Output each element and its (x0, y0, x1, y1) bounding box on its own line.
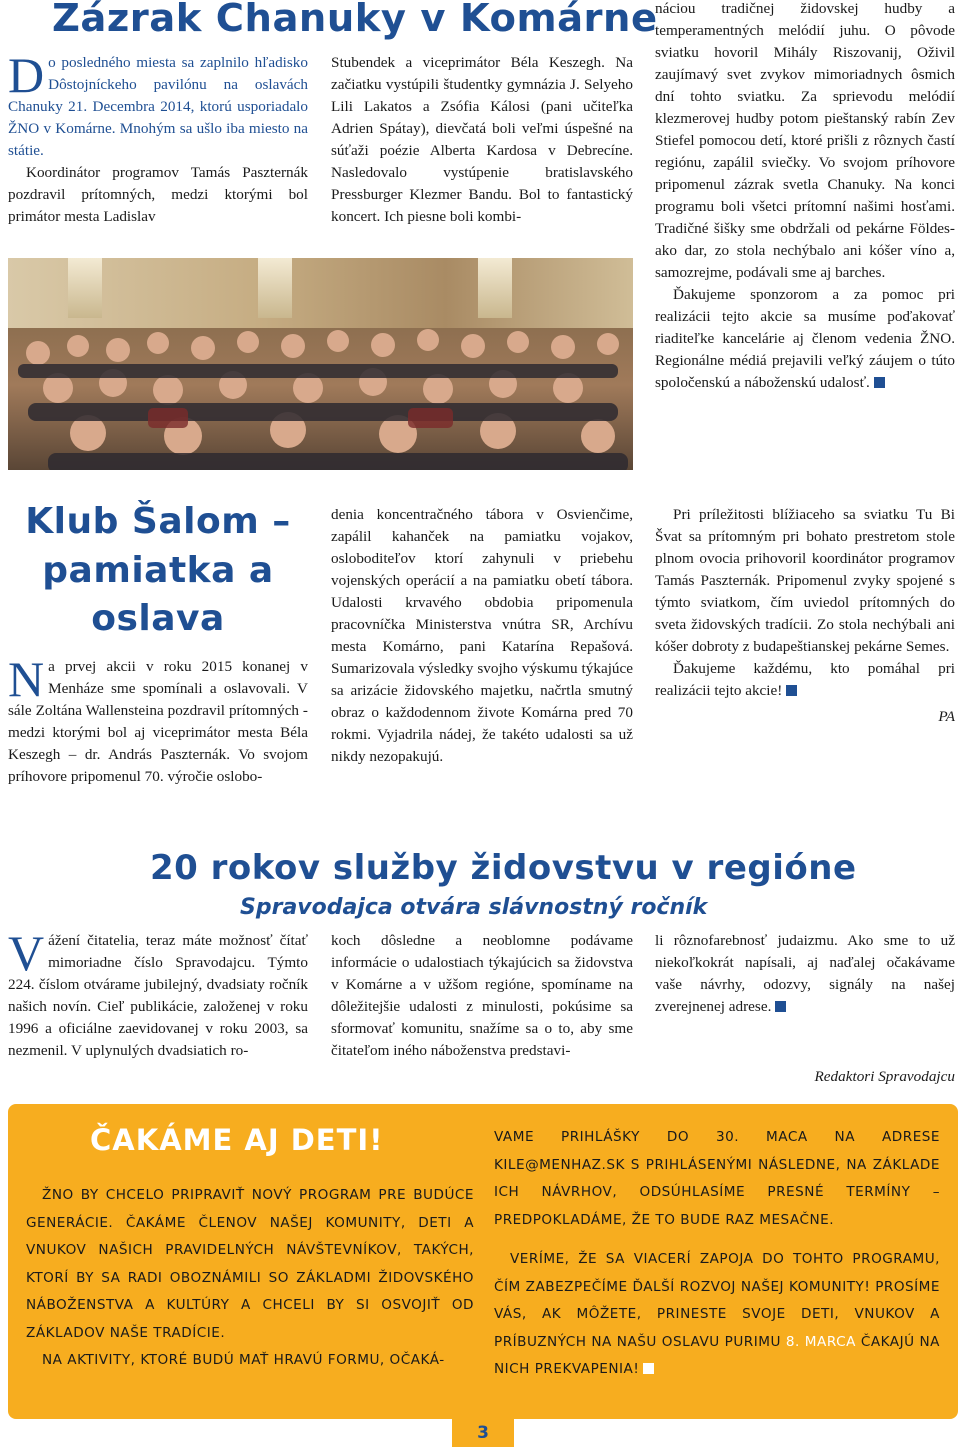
page-number: 3 (477, 1423, 489, 1443)
article2-title-line3: oslava (91, 598, 225, 639)
article2-col1 (8, 651, 308, 788)
article3-col2-text: koch dôsledne a neoblomne podávame informácie o udalostiach týkajúcich sa židovstva v Komárne a v užšom regióne, spomíname na dôležitejšie udalosti z minulosti, pokúsime sa sformovať komunitu, snažíme sa o to, aby sme čitateľom iného náboženstva predstavi- (331, 932, 633, 1059)
kids-box-left-p2: NA AKTIVITY, KTORÉ BUDÚ MAŤ HRAVÚ FORMU, OČAKÁ- (42, 1352, 445, 1368)
article2-col1-text: a prvej akcii v roku 2015 konanej v Menháze sme spomínali a oslavovali. V sále Zoltána Wallensteina pozdravil prítomných - medzi ktorými bol aj viceprimátor mesta Béla Keszegh – dr. András Paszternák. Vo svojom príhovore pripomenul 70. výročie oslobo- (8, 658, 308, 785)
kids-box-title: ČAKÁME AJ DETI! (90, 1123, 384, 1157)
article2-title-line1: Klub Šalom – (25, 501, 291, 542)
kids-box-right-p2: VERÍME, ŽE SA VIACERÍ ZAPOJA DO TOHTO PROGRAMU, ČÍM ZABEZPEČÍME ĎALŠÍ ROZVOJ NAŠEJ KOMUNITY! PROSÍME VÁS, AK MÔŽETE, PRINESTE SVOJE DETI, VNUKOV A PRÍBUZNÝCH NA NAŠU OSLAVU PURIMU 8. MARCA ČAKAJÚ NA NICH PREKVAPENIA! (494, 1251, 940, 1377)
end-mark-icon (786, 685, 797, 696)
article2-col2-text: denia koncentračného tábora v Osvienčime, zapálil kahanček na pamiatku vojakov, osloboditeľov ktorí zahynuli v priebehu vojenských operácií a na pamiatku obetí tábora. Udalosti krvavého obdobia pripomenula pracovníčka Ministerstva vnútra SR, Archívu mesta Komárno, pani Katarína Repašová. Sumarizovala výsledky svojho výskumu týkajúce sa arizácie židovského majetku, načrtla smutný obraz o každodennom živote Komárna pred 70 rokmi. Vyjadrila nádej, že takéto udalosti sa už nikdy nezopakujú. (331, 506, 633, 765)
audience-crowd (8, 258, 633, 470)
article1-title: Zázrak Chanuky v Komárne (52, 0, 658, 41)
article3-signature: Redaktori Spravodajcu (814, 1068, 955, 1085)
article2-col3 (655, 504, 955, 728)
article1-lead: o posledného miesta sa zaplnilo hľadisko Dôstojníckeho pavilónu na oslavách Chanuky 21. Decembra 2014, ktorú usporiadalo ŽNO v Komárne. Mnohým sa ušlo iba miesto na státie. (8, 54, 308, 159)
article1-dropcap: D (8, 47, 45, 103)
article2-title (8, 498, 308, 644)
article3-col1 (8, 925, 308, 1062)
audience-photo (8, 258, 633, 470)
article3-col1-text: ážení čitatelia, teraz máte možnosť čítať mimoriadne číslo Spravodajcu. Týmto 224. číslom otvárame jubilejný, dvadsiaty ročník našich novín. Cieľ publikácie, založenej v roku 1996 a oficiálne zaevidovanej v roku 2003, sa nezmenil. V uplynulých dvadsiatich ro- (8, 932, 308, 1059)
article1-col3 (655, 0, 955, 394)
article3-col2 (331, 930, 633, 1062)
article2-col3-p1: Pri príležitosti blížiaceho sa sviatku Tu Bi Švat sa prítomným pri bohato prestretom stole plnom ovocia prihovoril koordinátor programov Tamás Paszternák. Pripomenul zvyky spojené s týmto sviatkom, čím uviedol prítomných do sveta židovských tradícii. Zo stola nechýbali ani kóšer dobroty z budapeštianskej pekárne Semes. (655, 506, 955, 655)
article3-dropcap: V (8, 925, 45, 981)
article1-col1-p2: Koordinátor programov Tamás Paszternák pozdravil prítomných, medzi ktorými bol primátor mesta Ladislav (8, 164, 308, 225)
article1-col2-text: Stubendek a viceprimátor Béla Keszegh. Na začiatku vystúpili študentky gymnázia J. Selyeho Lili Lakatos a Zsófia Kálosi (pani učiteľka Adrien Spátay), dievčatá boli veľmi úspešné na súťaži poézie Alberta Kardosa v Debrecíne. Nasledovalo vystúpenie bratislavského Pressburger Klezmer Bandu. Bol to fantastický koncert. Ich piesne boli kombi- (331, 54, 633, 225)
article2-col3-p2: Ďakujeme každému, kto pomáhal pri realizácii tejto akcie! (655, 660, 955, 699)
end-mark-icon (775, 1001, 786, 1012)
article2-col2 (331, 504, 633, 768)
article3-title: 20 rokov služby židovstvu v regióne (150, 848, 857, 888)
article3-subtitle: Spravodajca otvára slávnostný ročník (240, 895, 708, 920)
article1-col1 (8, 47, 308, 228)
kids-box-right-p1: VAME PRIHLÁŠKY DO 30. MACA NA ADRESE KILE@MENHAZ.SK S PRIHLÁSENÝMI NÁSLEDNE, NA ZÁKLADE ICH NÁVRHOV, ODSÚHLASÍME PRESNÉ TERMÍNY – PREDPOKLADÁME, ŽE TO BUDE RAZ MESAČNE. (494, 1129, 940, 1228)
article3-col3 (655, 930, 955, 1018)
kids-box-right-column (494, 1124, 940, 1384)
article1-col3-p1: náciou tradičnej židovskej hudby a temperamentných melódií juhu. O pôvode sviatku hovoril Mihály Riszovanij, Oživil zaujímavý svet zvykov mimoriadnych ôsmich dní tohto sviatku. Za sprievodu melódií klezmerovej hudby potom pieštanský rabín Zev Stiefel pomocou detí, ktoré prišli z rôznych častí regiónu, zapálil sviečky. Vo svojom príhovore pripomenul zázrak svetla Chanuky. Na konci programu boli všetci prítomní našimi hosťami. Tradičné šišky sme obdržali od pekárne Földes- ako dar, zo stola nechýbalo ani kóšer víno a, samozrejme, podávali sme aj barches. (655, 0, 955, 281)
end-mark-icon (874, 377, 885, 388)
kids-box-left-column (26, 1182, 474, 1375)
article1-col3-p2: Ďakujeme sponzorom a za pomoc pri realizácii tejto akcie sa musíme poďakovať riaditeľke kancelárie aj členom vedenia ŽNO. Regionálne médiá prejavili veľký záujem o túto spoločenskú a náboženskú udalosť. (655, 286, 955, 391)
article2-title-line2: pamiatka a (42, 549, 274, 591)
article2-dropcap: N (8, 651, 45, 707)
kids-box-left-p1: ŽNO BY CHCELO PRIPRAVIŤ NOVÝ PROGRAM PRE BUDÚCE GENERÁCIE. ČAKÁME ČLENOV NAŠEJ KOMUNITY, DETI A VNUKOV NAŠICH PRAVIDELNÝCH NÁVŠTEVNÍKOV, TAKÝCH, KTORÍ BY SA RADI OBOZNÁMILI SO ZÁKLADMI ŽIDOVSKÉHO NÁBOŽENSTVA A KULTÚRY A CHCELI BY SI OSVOJIŤ OD ZÁKLADOV NAŠE TRADÍCIE. (26, 1187, 474, 1341)
article3-col3-text: li rôznofarebnosť judaizmu. Ako sme to už niekoľkokrát napísali, aj naďalej očakávame vaše návrhy, odozvy, signály na našej zverejnenej adrese. (655, 932, 955, 1015)
purim-date: 8. MARCA (785, 1333, 856, 1350)
end-mark-icon (643, 1363, 654, 1374)
article2-signature: PA (938, 708, 955, 725)
article1-col2 (331, 52, 633, 228)
